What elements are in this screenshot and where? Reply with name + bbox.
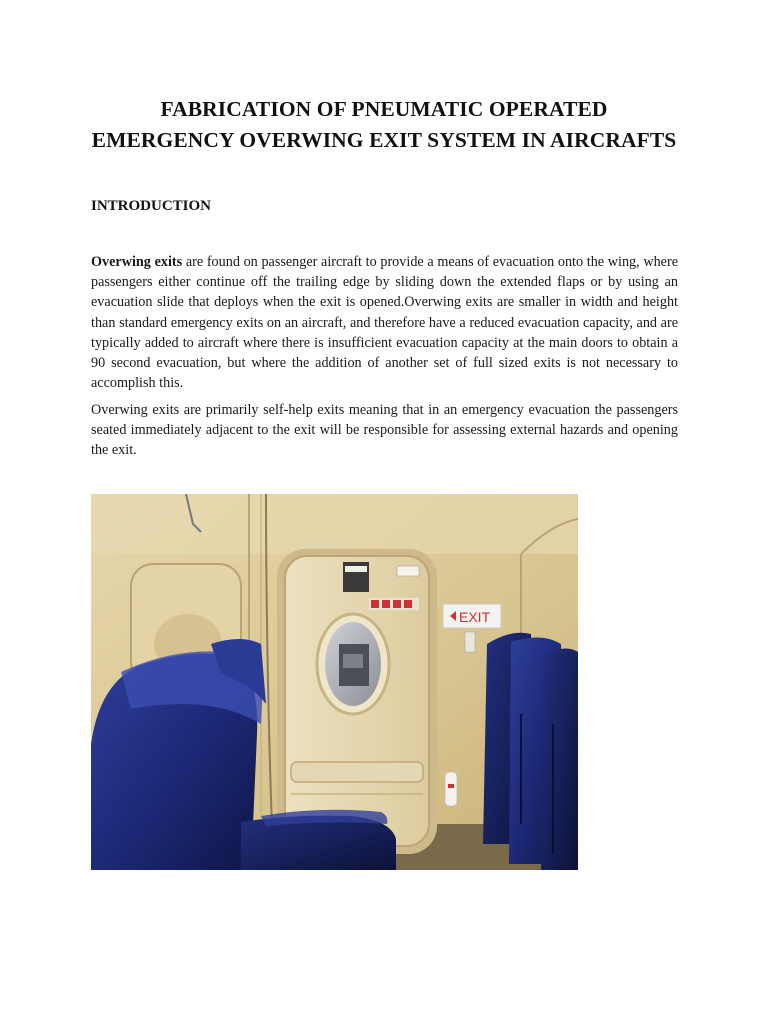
- paragraph-2: Overwing exits are primarily self-help exits meaning that in an emergency evacuation the passengers seated immediately adjacent to the exit will be responsible for assessing external hazards and opening the exit.: [91, 402, 678, 459]
- document-title: [0, 94, 768, 156]
- title-line-2: EMERGENCY OVERWING EXIT SYSTEM IN AIRCRAFTS: [91, 128, 677, 152]
- overwing-exit-photo-graphic: [91, 494, 578, 870]
- paragraph-1-text: are found on passenger aircraft to provide a means of evacuation onto the wing, where passengers either continue off the trailing edge by sliding down the extended flaps or by using an evacuation slide that deploys when the exit is opened.Overwing exits are smaller in width and height than standard emergency exits on an aircraft, and therefore have a reduced evacuation capacity, and are typically added to aircraft where there is insufficient evacuation capacity at the main doors to obtain a 90 second evacuation, but where the addition of another set of full sized exits is not necessary to accomplish this.: [91, 254, 679, 392]
- title-line-1: FABRICATION OF PNEUMATIC OPERATED: [160, 97, 608, 121]
- paragraph-1: [91, 252, 678, 393]
- section-heading: INTRODUCTION: [91, 198, 212, 214]
- overwing-exit-photo: [91, 494, 578, 870]
- exit-sign-text: EXIT: [459, 609, 491, 625]
- paragraph-1-bold-lead: Overwing exits: [91, 254, 183, 270]
